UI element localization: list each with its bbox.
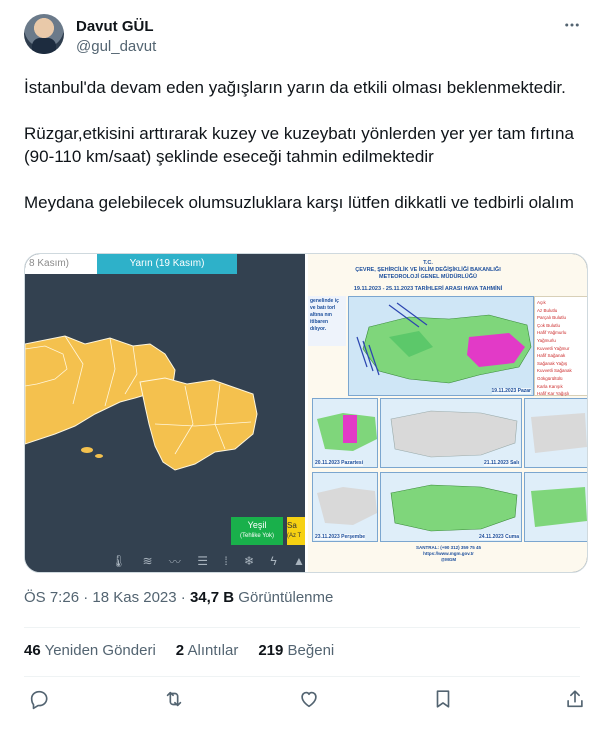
tweet-paragraph: Rüzgar,etkisini arttırarak kuzey ve kuzeybatı yönlerden yer yer tam fırtına (90-110 km/saat) şeklinde eseceği tahmin edilmektedir [24,124,574,166]
waves-icon[interactable]: 〰 [168,554,181,569]
forecast-note: genelinde iç ve batı torl altına nın itibaren dılıyor. [308,296,346,346]
legend-green-sub: (Tehlike Yok) [239,533,275,539]
forecast-panel [312,472,378,542]
legend-item: Parçalı Bulutlu [537,315,567,321]
bookmark-icon[interactable] [432,688,456,712]
tweet-stats [24,642,334,659]
likes-count: 219 [258,642,284,659]
quotes-count: 2 [175,642,185,659]
tweet-paragraph: Meydana gelebilecek olumsuzluklara karşı lütfen dikkatli ve tedbirli olalım [24,193,574,212]
legend-yellow-sub: (Az T [287,533,302,539]
istanbul-map-shape [25,274,305,524]
panel-caption: 20.11.2023 Pazartesi [315,460,364,466]
forecast-panel [380,398,522,468]
retweets-label: Yeniden Gönderi [40,642,156,659]
likes-label: Beğeni [283,642,335,659]
forecast-panel [524,398,588,468]
tweet-text [24,76,580,214]
forecast-panel [524,472,588,542]
legend-item: Hafif Sağanak [537,353,566,359]
quotes-label: Alıntılar [184,642,239,659]
divider [24,627,580,628]
share-icon[interactable] [564,688,588,712]
quotes-stat[interactable] [176,642,239,659]
forecast-panel-main [348,296,534,396]
panel-caption: 21.11.2023 Salı [483,460,519,466]
legend-item: Açık [537,300,546,305]
legend-item: Yağmurlu [537,337,556,343]
retweet-icon[interactable] [162,688,186,712]
legend-yellow-label: Sa [287,521,297,530]
footer-line: SANTRAL: (+90 312) 359 75 45 [416,545,481,550]
forecast-header-line: METEOROLOJİ GENEL MÜDÜRLÜĞÜ [379,274,477,280]
legend-green [231,517,283,545]
forecast-header-line: ÇEVRE, ŞEHİRCİLİK VE İKLİM DEĞİŞİKLİĞİ BAKANLIĞI [355,267,501,273]
warning-icon[interactable]: ▲ [293,554,305,568]
action-bar [24,686,590,716]
footer-line: @MGM [440,557,457,562]
turkey-map-main [349,297,534,396]
tweet-media[interactable] [24,253,588,573]
tab-tomorrow[interactable]: Yarın (19 Kasım) [97,254,237,274]
legend-green-label: Yeşil [247,520,267,530]
legend-item: Az Bulutlu [537,307,558,313]
turkey-weekly-forecast[interactable] [308,254,588,573]
timestamp[interactable]: ÖS 7:26 · 18 Kas 2023 · [24,589,190,606]
likes-stat[interactable] [258,642,334,659]
legend-item: Sağanak Yağış [537,360,568,366]
panel-caption: 23.11.2023 Perşembe [315,534,366,540]
thermometer-icon[interactable]: 🌡 [111,554,127,568]
legend-item: Kuvvetli Yağmur [537,345,570,351]
tweet-meta [24,589,333,606]
view-label: Görüntülenme [234,589,334,606]
snow-icon[interactable]: ❄ [243,554,255,568]
forecast-header-line: T.C. [423,260,433,266]
forecast-header [308,260,548,281]
divider [24,676,580,677]
legend-item: Kuvvetli Sağanak [537,368,572,374]
like-icon[interactable] [298,688,322,712]
legend-item: Karla Karışık [537,383,563,389]
legend-yellow [287,517,305,545]
tweet-header [24,14,584,62]
istanbul-warning-map[interactable] [25,254,305,573]
forecast-panel [312,398,378,468]
tab-previous-day[interactable]: 8 Kasım) [25,254,97,274]
legend-item: Hafif Kar Yağışlı [537,391,570,397]
panel-caption: 24.11.2023 Cuma [478,534,519,540]
storm-icon[interactable]: ϟ [270,554,277,568]
retweets-stat[interactable] [24,642,156,659]
forecast-date-range: 19.11.2023 - 25.11.2023 TARİHLERİ ARASI HAVA TAHMİNİ [353,286,503,292]
hazard-icon-row [111,552,305,570]
view-count: 34,7 B [189,589,235,606]
reply-icon[interactable] [28,688,52,712]
retweets-count: 46 [24,642,41,659]
forecast-legend [534,296,588,396]
forecast-footer [308,545,588,563]
panel-caption: 19.11.2023 Pazar [491,388,531,394]
legend-item: Hafif Yağmurlu [537,330,567,336]
avatar[interactable] [24,14,64,54]
rain-icon[interactable]: ⁞ [224,554,228,568]
legend-item: Gökgürültülü [537,375,563,381]
fog-icon[interactable]: ☰ [197,554,209,568]
tweet-paragraph: İstanbul'da devam eden yağışların yarın da etkili olması beklenmektedir. [24,78,566,97]
footer-line: https://www.mgm.gov.tr [423,551,474,556]
forecast-panel [380,472,522,542]
legend-item: Çok Bulutlu [537,322,561,328]
wind-icon[interactable]: ≋ [142,554,153,568]
author-handle[interactable]: @gul_davut [76,38,157,55]
more-options-icon[interactable] [560,16,584,36]
author-name[interactable]: Davut GÜL [76,18,154,35]
